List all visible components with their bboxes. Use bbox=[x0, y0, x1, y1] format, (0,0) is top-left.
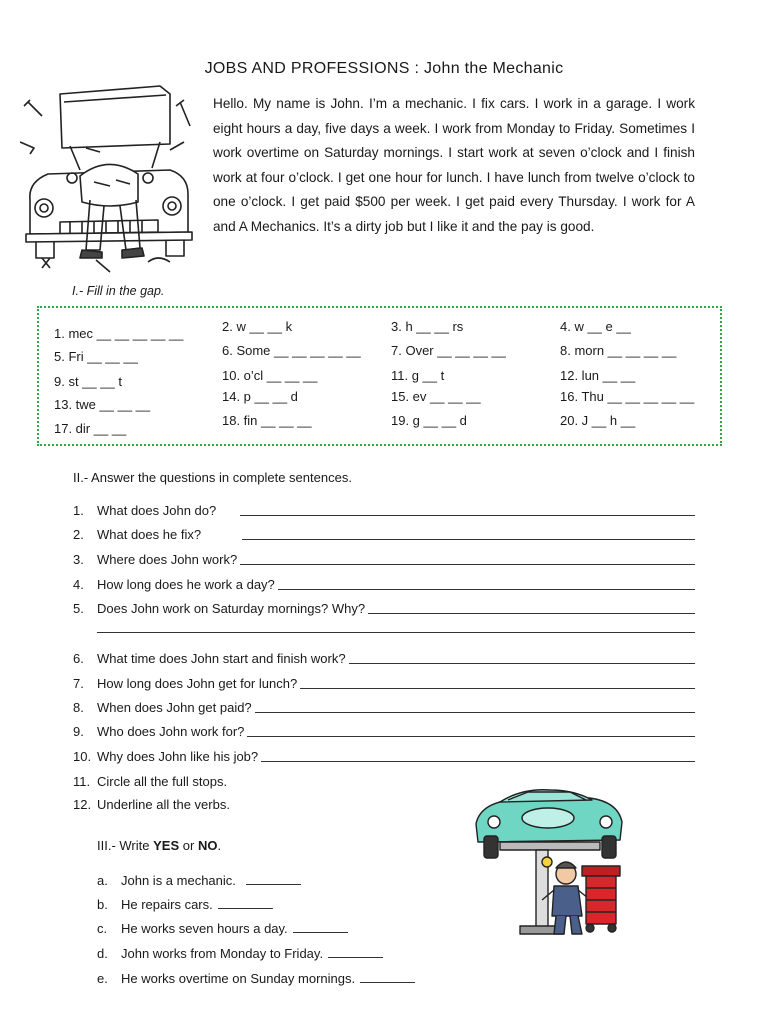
answer-line[interactable] bbox=[247, 724, 695, 737]
answer-line[interactable] bbox=[261, 749, 695, 762]
answer-blank[interactable] bbox=[293, 922, 348, 933]
mechanic-under-hood-illustration bbox=[20, 82, 195, 282]
question-row bbox=[73, 577, 695, 592]
question-number: 11. bbox=[73, 774, 91, 789]
question-row bbox=[73, 601, 695, 616]
question-number: 8. bbox=[73, 700, 84, 715]
answer-blank[interactable] bbox=[360, 972, 415, 983]
gap-item-12: 12. lun __ __ bbox=[560, 368, 636, 383]
gap-item-16: 16. Thu __ __ __ __ __ bbox=[560, 389, 695, 404]
gap-item-19: 19. g __ __ d bbox=[391, 413, 467, 428]
gap-item-10: 10. o’cl __ __ __ bbox=[222, 368, 318, 383]
yes-no-item bbox=[97, 873, 301, 888]
instruction-text: Circle all the full stops. bbox=[97, 774, 228, 789]
question-number: 7. bbox=[73, 676, 84, 691]
instruction-row bbox=[73, 774, 695, 789]
question-number: 1. bbox=[73, 503, 84, 518]
yes-no-item bbox=[97, 971, 415, 986]
gap-item-13: 13. twe __ __ __ bbox=[54, 397, 151, 412]
item-letter: e. bbox=[97, 971, 108, 986]
question-number: 6. bbox=[73, 651, 84, 666]
gap-item-18: 18. fin __ __ __ bbox=[222, 413, 312, 428]
question-number: 2. bbox=[73, 527, 84, 542]
item-text: John works from Monday to Friday. bbox=[121, 946, 324, 961]
gap-item-5: 5. Fri __ __ __ bbox=[54, 349, 138, 364]
answer-blank[interactable] bbox=[218, 898, 273, 909]
answer-blank[interactable] bbox=[246, 874, 301, 885]
title-sub: John the Mechanic bbox=[424, 60, 564, 77]
gap-item-3: 3. h __ __ rs bbox=[391, 319, 464, 334]
question-text: Does John work on Saturday mornings? Why? bbox=[97, 601, 366, 616]
gap-item-15: 15. ev __ __ __ bbox=[391, 389, 481, 404]
gap-item-4: 4. w __ e __ bbox=[560, 319, 631, 334]
question-row bbox=[73, 651, 695, 666]
question-text: What does John do? bbox=[97, 503, 217, 518]
yes-word: YES bbox=[153, 838, 180, 853]
item-text: He works seven hours a day. bbox=[121, 921, 288, 936]
answer-line[interactable] bbox=[349, 651, 695, 664]
question-number: 10. bbox=[73, 749, 92, 764]
page-title bbox=[0, 60, 768, 78]
section3-title-end: . bbox=[217, 838, 222, 853]
or-word: or bbox=[182, 838, 195, 853]
answer-line[interactable] bbox=[240, 503, 695, 516]
question-row bbox=[73, 724, 695, 739]
answer-line[interactable] bbox=[242, 527, 695, 540]
gap-item-14: 14. p __ __ d bbox=[222, 389, 298, 404]
answer-line-continued[interactable] bbox=[97, 631, 695, 633]
item-text: He repairs cars. bbox=[121, 897, 213, 912]
question-text: What time does John start and finish work? bbox=[97, 651, 346, 666]
answer-blank[interactable] bbox=[328, 947, 383, 958]
section1-title: I.- Fill in the gap. bbox=[72, 284, 165, 298]
no-word: NO bbox=[197, 838, 218, 853]
gap-item-9: 9. st __ __ t bbox=[54, 374, 122, 389]
yes-no-item bbox=[97, 921, 348, 936]
question-number: 5. bbox=[73, 601, 84, 616]
answer-line[interactable] bbox=[300, 676, 695, 689]
gap-item-8: 8. morn __ __ __ __ bbox=[560, 343, 677, 358]
question-number: 4. bbox=[73, 577, 84, 592]
yes-no-item bbox=[97, 897, 273, 912]
question-text: What does he fix? bbox=[97, 527, 202, 542]
gap-item-20: 20. J __ h __ bbox=[560, 413, 636, 428]
item-letter: c. bbox=[97, 921, 108, 936]
title-main: JOBS AND PROFESSIONS bbox=[204, 60, 410, 77]
gap-item-7: 7. Over __ __ __ __ bbox=[391, 343, 506, 358]
question-number: 3. bbox=[73, 552, 84, 567]
question-row bbox=[73, 749, 695, 764]
answer-line[interactable] bbox=[368, 601, 695, 614]
question-row bbox=[73, 527, 695, 542]
question-row bbox=[73, 503, 695, 518]
question-text: When does John get paid? bbox=[97, 700, 252, 715]
instruction-text: Underline all the verbs. bbox=[97, 797, 230, 812]
gap-item-6: 6. Some __ __ __ __ __ bbox=[222, 343, 361, 358]
item-letter: d. bbox=[97, 946, 108, 961]
question-text: Where does John work? bbox=[97, 552, 238, 567]
answer-line[interactable] bbox=[278, 577, 695, 590]
question-text: Why does John like his job? bbox=[97, 749, 259, 764]
question-row bbox=[73, 552, 695, 567]
question-text: How long does he work a day? bbox=[97, 577, 275, 592]
gap-item-17: 17. dir __ __ bbox=[54, 421, 127, 436]
answer-line[interactable] bbox=[255, 700, 695, 713]
car-lift-mechanic-illustration bbox=[470, 788, 630, 942]
item-letter: a. bbox=[97, 873, 108, 888]
story-paragraph: Hello. My name is John. I’m a mechanic. I fix cars. I work in a garage. I work eight hours a day, five days a week. I work from Monday to Friday. Sometimes I work overtime on Saturday mornings. I start work at seven o’clock and I finish work at four o’clock. I get one hour for lunch. I have lunch from twelve o’clock to one o’clock. I get paid $500 per week. I get paid every Thursday. I work for A and A Mechanics. It’s a dirty job but I like it and the pay is good. bbox=[213, 96, 695, 234]
item-letter: b. bbox=[97, 897, 108, 912]
question-row bbox=[73, 676, 695, 691]
question-row bbox=[73, 700, 695, 715]
question-number: 12. bbox=[73, 797, 92, 812]
question-number: 9. bbox=[73, 724, 84, 739]
gap-item-2: 2. w __ __ k bbox=[222, 319, 293, 334]
item-text: He works overtime on Sunday mornings. bbox=[121, 971, 356, 986]
gap-item-11: 11. g __ t bbox=[391, 368, 445, 383]
item-text: John is a mechanic. bbox=[121, 873, 236, 888]
question-text: How long does John get for lunch? bbox=[97, 676, 298, 691]
section3-title-pre: III.- Write bbox=[97, 838, 150, 853]
section3-title bbox=[97, 838, 221, 853]
section2-title: II.- Answer the questions in complete sentences. bbox=[73, 470, 352, 485]
title-separator: : bbox=[414, 60, 420, 77]
yes-no-item bbox=[97, 946, 383, 961]
question-text: Who does John work for? bbox=[97, 724, 245, 739]
answer-line[interactable] bbox=[240, 552, 695, 565]
gap-item-1: 1. mec __ __ __ __ __ bbox=[54, 326, 184, 341]
